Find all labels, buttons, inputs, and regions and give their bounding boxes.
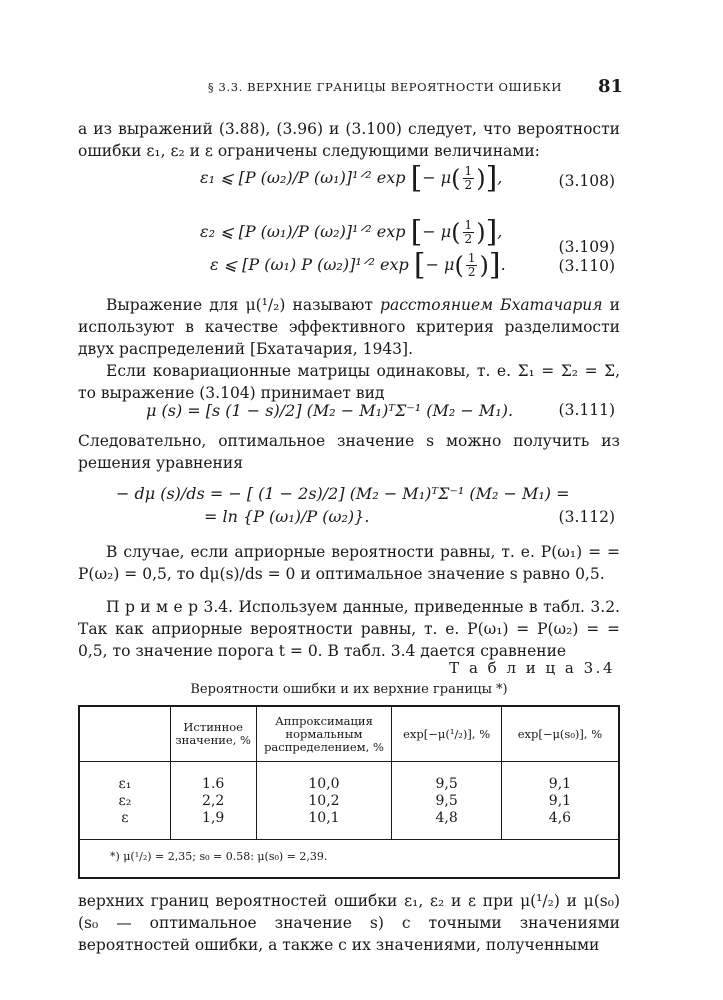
error-probability-table	[78, 705, 620, 879]
equation-number-3-108: (3.108)	[558, 172, 615, 190]
table-cell: 4,6	[501, 810, 619, 840]
table-cell: 9,5	[392, 762, 502, 794]
table-caption: Вероятности ошибки и их верхние границы *)	[190, 682, 508, 697]
table-header-cell: exp[−μ(¹/₂)], %	[392, 706, 502, 762]
equation-3-112-line1: − dμ (s)/ds = − [ (1 − 2s)/2] (M₂ − M₁)ᵀΣ⁻¹ (M₂ − M₁) =	[116, 484, 570, 503]
equation-lhs: ε₂ ⩽ [P (ω₁)/P (ω₂)]¹ᐟ² exp	[200, 222, 406, 241]
bracket-close: ]	[488, 247, 501, 283]
paragraph-optimal-s: Следовательно, оптимальное значение s можно получить из решения уравнения	[78, 432, 620, 472]
table-header-row	[79, 706, 619, 762]
equation-3-112-line2: = ln {P (ω₁)/P (ω₂)}.	[204, 507, 370, 526]
table-header-cell	[79, 706, 170, 762]
paragraph-equal-priors: В случае, если априорные вероятности равны, т. е. P(ω₁) = = P(ω₂) = 0,5, то dμ(s)/ds = 0 и оптимальное значение s равно 0,5.	[78, 543, 620, 583]
table-cell: 10,0	[256, 762, 392, 794]
table-row	[79, 810, 619, 840]
fraction-half: $\frac{1}{2}$	[464, 164, 473, 192]
equation-3-109: ε₂ ⩽ [P (ω₁)/P (ω₂)]¹ᐟ² exp [− μ( $\frac{1}{2}$ )],	[200, 214, 503, 250]
paragraph-covariance: Если ковариационные матрицы одинаковы, т. е. Σ₁ = Σ₂ = Σ, то выражение (3.104) принимает вид	[78, 362, 620, 402]
bracket-open: [	[410, 214, 423, 250]
equation-3-110: ε ⩽ [P (ω₁) P (ω₂)]¹ᐟ² exp [− μ( $\frac{1}{2}$ )].	[210, 247, 506, 283]
table-cell: 9,1	[501, 793, 619, 810]
fraction-half: $\frac{1}{2}$	[467, 251, 476, 279]
table-cell: 1.6	[170, 762, 256, 794]
table-cell: 10,1	[256, 810, 392, 840]
bracket-close: ]	[485, 160, 498, 196]
paragraph-bhattacharyya: Выражение для μ(¹/₂) называют расстоянием Бхатачария и используют в качестве эффективного критерия разделимости двух распределений [Бхатачария, 1943].	[78, 296, 620, 358]
table-header-cell: Истинное значение, %	[170, 706, 256, 762]
table-cell: 10,2	[256, 793, 392, 810]
bracket-open: [	[413, 247, 426, 283]
equation-exponent: − μ	[425, 255, 455, 274]
table-cell: ε₂	[79, 793, 170, 810]
equation-3-111: μ (s) = [s (1 − s)/2] (M₂ − M₁)ᵀΣ⁻¹ (M₂ − M₁).	[146, 401, 514, 420]
equation-3-108: ε₁ ⩽ [P (ω₂)/P (ω₁)]¹ᐟ² exp [− μ( $\frac{1}{2}$ )],	[200, 160, 503, 196]
bracket-close: ]	[485, 214, 498, 250]
table-row	[79, 793, 619, 810]
table-cell: 2,2	[170, 793, 256, 810]
equation-number-3-109: (3.109)	[558, 238, 615, 256]
table-cell: ε	[79, 810, 170, 840]
fraction-half: $\frac{1}{2}$	[464, 218, 473, 246]
paragraph-intro: а из выражений (3.88), (3.96) и (3.100) следует, что вероятности ошибки ε₁, ε₂ и ε ограничены следующими величинами:	[78, 120, 620, 160]
equation-number-3-111: (3.111)	[558, 401, 615, 419]
equation-exponent: − μ	[422, 168, 452, 187]
equation-lhs: ε₁ ⩽ [P (ω₂)/P (ω₁)]¹ᐟ² exp	[200, 168, 406, 187]
table-cell: 1,9	[170, 810, 256, 840]
bracket-open: [	[410, 160, 423, 196]
equation-number-3-112: (3.112)	[558, 508, 615, 526]
table-header-cell: exp[−μ(s₀)], %	[501, 706, 619, 762]
table-label: Т а б л и ц а 3.4	[449, 659, 615, 677]
table-cell: 9,5	[392, 793, 502, 810]
table-footnote: *) μ(¹/₂) = 2,35; s₀ = 0.58: μ(s₀) = 2,39.	[79, 840, 619, 879]
page-number: 81	[598, 76, 624, 97]
table-cell: 9,1	[501, 762, 619, 794]
equation-number-3-110: (3.110)	[558, 257, 615, 275]
table-header-cell: Аппроксимация нормальным распределением, %	[256, 706, 392, 762]
table-cell: ε₁	[79, 762, 170, 794]
table-cell: 4,8	[392, 810, 502, 840]
table-footnote-row	[79, 840, 619, 879]
table-row	[79, 762, 619, 794]
running-header: § 3.3. ВЕРХНИЕ ГРАНИЦЫ ВЕРОЯТНОСТИ ОШИБКИ	[207, 80, 563, 94]
equation-lhs: ε ⩽ [P (ω₁) P (ω₂)]¹ᐟ² exp	[210, 255, 409, 274]
paragraph-example-3-4: П р и м е р 3.4. Используем данные, приведенные в табл. 3.2. Так как априорные вероятности равны, т. е. P(ω₁) = P(ω₂) = = 0,5, то значение порога t = 0. В табл. 3.4 дается сравнение	[78, 598, 620, 660]
equation-exponent: − μ	[422, 222, 452, 241]
paragraph-continuation: верхних границ вероятностей ошибки ε₁, ε₂ и ε при μ(¹/₂) и μ(s₀) (s₀ — оптимальное значение s) с точными значениями вероятностей ошибки, а также с их значениями, полученными	[78, 892, 620, 954]
